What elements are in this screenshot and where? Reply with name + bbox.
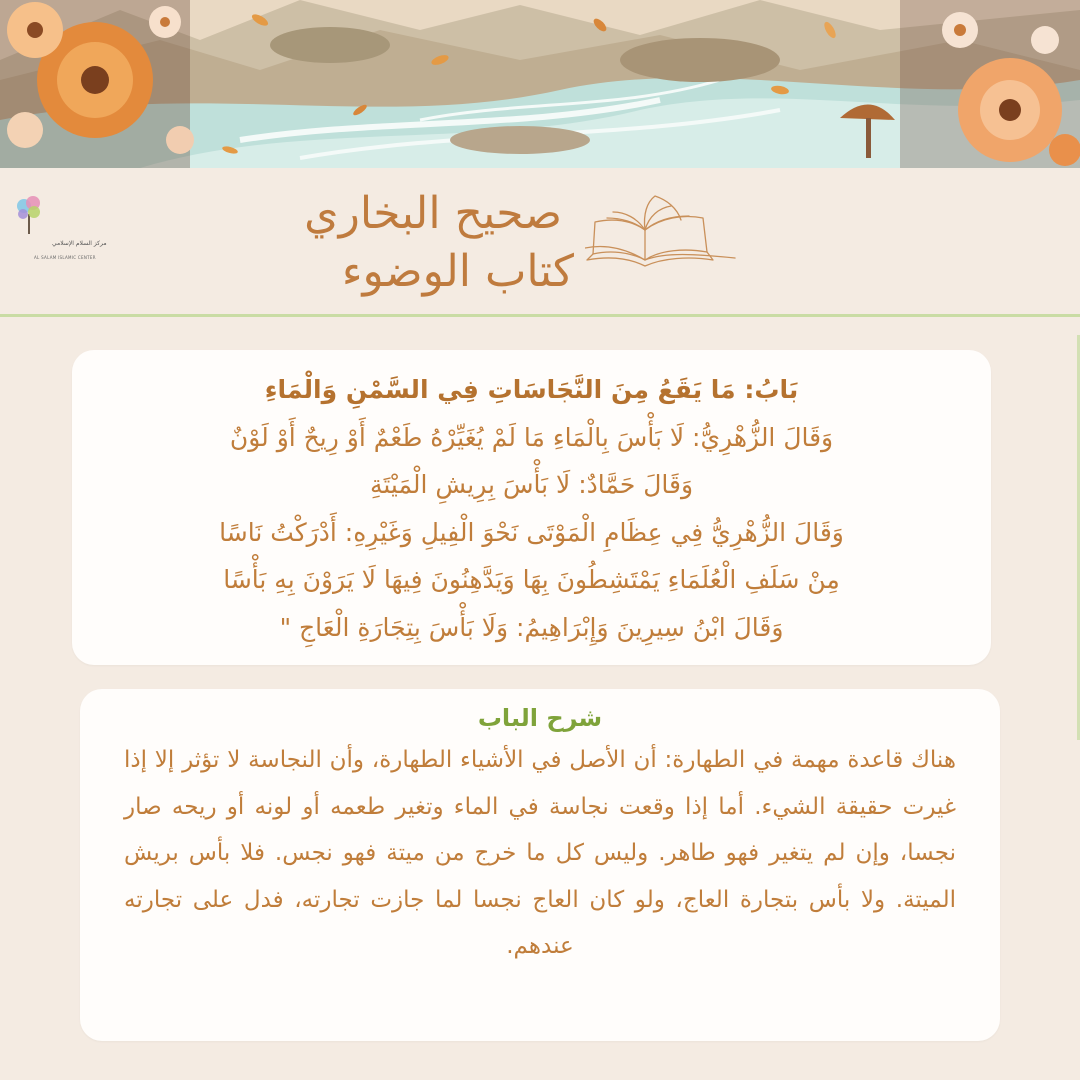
explanation-text: هناك قاعدة مهمة في الطهارة: أن الأصل في الأشياء الطهارة، وأن النجاسة لا تؤثر إلا إذا غيرت حقيقة الشيء. أما إذا وقعت نجاسة في الماء وتغير طعمه أو لونه أو ريحه صار نجسا، وإن لم يتغير فهو طاهر. وليس كل ما خرج من ميتة فهو نجس. فلا بأس بريش الميتة. ولا بأس بتجارة العاج، ولو كان العاج نجسا لما جازت تجارته، فدل على تجارته عندهم.: [124, 747, 956, 959]
open-book-icon: [585, 194, 740, 274]
logo-name-en: AL SALAM ISLAMIC CENTER: [34, 255, 96, 260]
chapter-heading: بَابُ: مَا يَقَعُ مِنَ النَّجَاسَاتِ فِي السَّمْنِ وَالْمَاءِ: [264, 375, 799, 404]
header: [0, 168, 1080, 317]
page-title: صحيح البخاري: [304, 188, 562, 239]
hadith-line: وَقَالَ ابْنُ سِيرِينَ وَإِبْرَاهِيمُ: وَلَا بَأْسَ بِتِجَارَةِ الْعَاجِ ": [279, 612, 784, 642]
hadith-line: وَقَالَ الزُّهْرِيُّ فِي عِظَامِ الْمَوْتَى نَحْوَ الْفِيلِ وَغَيْرِهِ: أَدْرَكْتُ نَاسًا: [219, 517, 844, 547]
hadith-line: مِنْ سَلَفِ الْعُلَمَاءِ يَمْتَشِطُونَ بِهَا وَيَدَّهِنُونَ فِيهَا لَا يَرَوْنَ بِهِ بَأْسًا: [223, 565, 840, 594]
banner-illustration: [0, 0, 1080, 168]
tree-logo-icon: [14, 194, 44, 234]
logo: [10, 194, 110, 260]
explanation-card: [80, 689, 1000, 1041]
logo-name-ar: مركز السلام الإسلامي: [52, 240, 107, 247]
hadith-line: وَقَالَ الزُّهْرِيُّ: لَا بَأْسَ بِالْمَاءِ مَا لَمْ يُغَيِّرْهُ طَعْمٌ أَوْ رِيحٌ أَوْ لَوْنٌ: [229, 422, 834, 452]
explanation-heading: شرح الباب: [477, 704, 603, 732]
hadith-line: وَقَالَ حَمَّادٌ: لَا بَأْسَ بِرِيشِ الْمَيْتَةِ: [369, 470, 694, 499]
hadith-card: [72, 350, 991, 665]
page-subtitle: كتاب الوضوء: [341, 246, 574, 297]
